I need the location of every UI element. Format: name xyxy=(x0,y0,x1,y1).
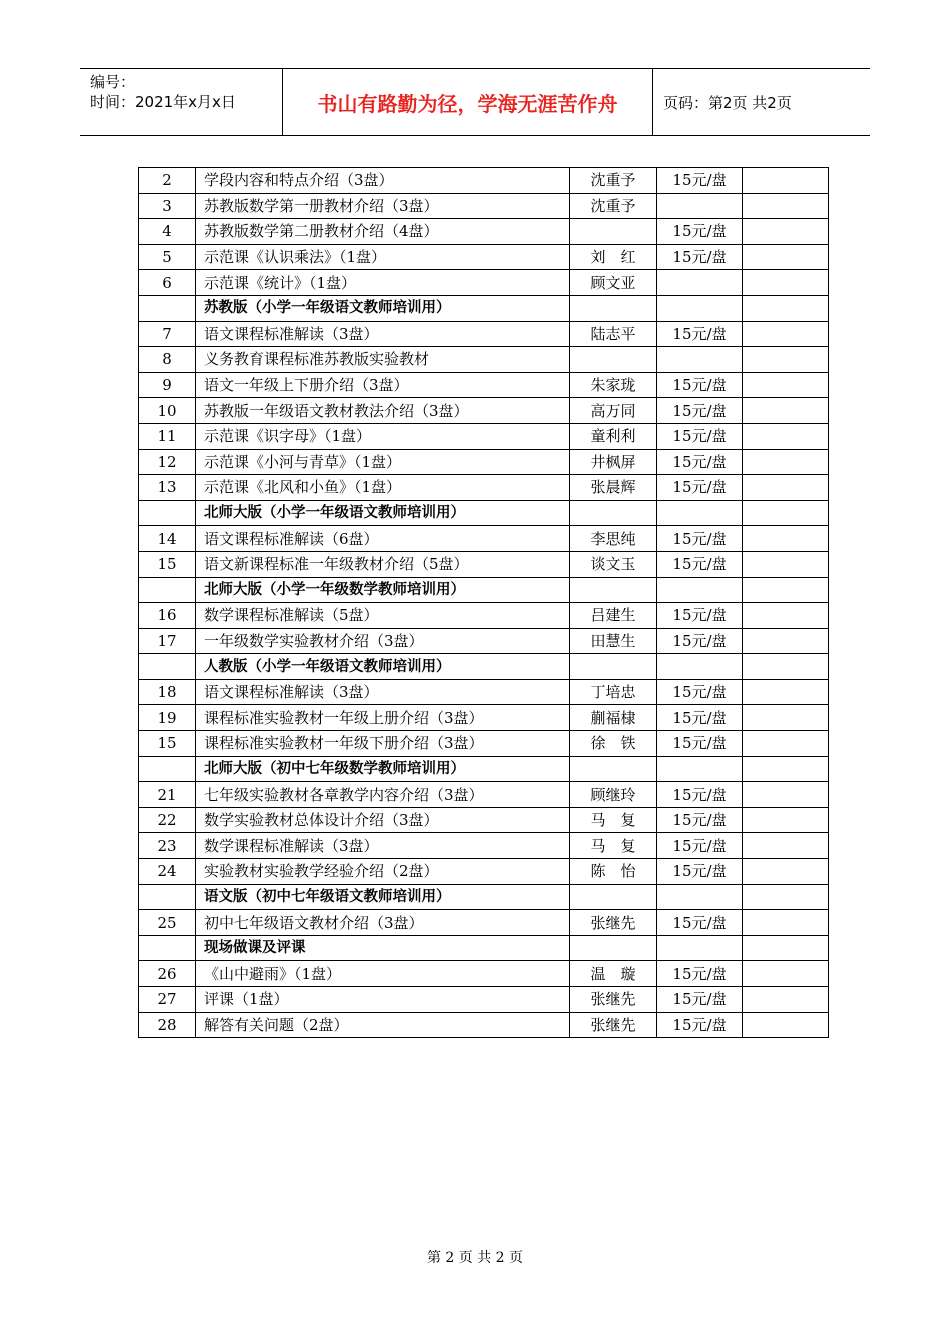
table-row xyxy=(139,475,829,501)
price-cell: 15元/盘 xyxy=(657,859,743,885)
course-title-cell: 示范课《北风和小鱼》（1盘） xyxy=(196,475,570,501)
author-cell: 田慧生 xyxy=(570,628,657,654)
row-number-cell: 2 xyxy=(139,168,196,194)
price-cell: 15元/盘 xyxy=(657,219,743,245)
remark-cell xyxy=(743,295,829,321)
table-row xyxy=(139,807,829,833)
price-cell: 15元/盘 xyxy=(657,449,743,475)
remark-cell xyxy=(743,603,829,629)
table-row xyxy=(139,859,829,885)
row-number-cell: 5 xyxy=(139,244,196,270)
course-title-cell: 苏教版数学第二册教材介绍（4盘） xyxy=(196,219,570,245)
course-title-cell: 数学课程标准解读（5盘） xyxy=(196,603,570,629)
price-cell: 15元/盘 xyxy=(657,603,743,629)
course-title-cell: 初中七年级语文教材介绍（3盘） xyxy=(196,910,570,936)
course-title-cell: 示范课《认识乘法》（1盘） xyxy=(196,244,570,270)
course-title-cell: 语文新课程标准一年级教材介绍（5盘） xyxy=(196,551,570,577)
table-row xyxy=(139,193,829,219)
course-title-cell: 数学课程标准解读（3盘） xyxy=(196,833,570,859)
section-title-cell: 北师大版（小学一年级数学教师培训用） xyxy=(196,577,570,603)
course-title-cell: 语文课程标准解读（6盘） xyxy=(196,526,570,552)
remark-cell xyxy=(743,1012,829,1038)
author-cell: 顾文亚 xyxy=(570,270,657,296)
course-table xyxy=(138,167,829,1038)
table-row xyxy=(139,372,829,398)
author-cell xyxy=(570,577,657,603)
author-cell: 李思纯 xyxy=(570,526,657,552)
price-cell xyxy=(657,347,743,373)
remark-cell xyxy=(743,551,829,577)
row-number-cell: 12 xyxy=(139,449,196,475)
row-number-cell: 10 xyxy=(139,398,196,424)
row-number-cell: 9 xyxy=(139,372,196,398)
table-row xyxy=(139,1012,829,1038)
row-number-cell: 23 xyxy=(139,833,196,859)
remark-cell xyxy=(743,910,829,936)
row-number-cell: 14 xyxy=(139,526,196,552)
table-row xyxy=(139,168,829,194)
author-cell xyxy=(570,654,657,680)
table-row xyxy=(139,731,829,757)
course-title-cell: 实验教材实验教学经验介绍（2盘） xyxy=(196,859,570,885)
course-title-cell: 语文课程标准解读（3盘） xyxy=(196,321,570,347)
remark-cell xyxy=(743,449,829,475)
author-cell xyxy=(570,756,657,782)
price-cell xyxy=(657,654,743,680)
table-section-row xyxy=(139,500,829,526)
author-cell xyxy=(570,884,657,910)
remark-cell xyxy=(743,807,829,833)
remark-cell xyxy=(743,756,829,782)
author-cell: 顾继玲 xyxy=(570,782,657,808)
row-number-cell: 16 xyxy=(139,603,196,629)
author-cell: 井枫屏 xyxy=(570,449,657,475)
row-number-cell: 17 xyxy=(139,628,196,654)
author-cell: 沈重予 xyxy=(570,168,657,194)
author-cell xyxy=(570,935,657,961)
course-title-cell: 义务教育课程标准苏教版实验教材 xyxy=(196,347,570,373)
remark-cell xyxy=(743,270,829,296)
remark-cell xyxy=(743,321,829,347)
table-row xyxy=(139,679,829,705)
remark-cell xyxy=(743,782,829,808)
section-title-cell: 语文版（初中七年级语文教师培训用） xyxy=(196,884,570,910)
remark-cell xyxy=(743,193,829,219)
row-number-cell xyxy=(139,884,196,910)
header-page-info: 页码：第2页 共2页 xyxy=(663,93,792,112)
author-cell: 温 璇 xyxy=(570,961,657,987)
table-row xyxy=(139,961,829,987)
remark-cell xyxy=(743,347,829,373)
table-section-row xyxy=(139,295,829,321)
table-row xyxy=(139,551,829,577)
price-cell xyxy=(657,756,743,782)
document-time-label: 时间：2021年x月x日 xyxy=(90,93,236,111)
table-section-row xyxy=(139,756,829,782)
author-cell xyxy=(570,295,657,321)
author-cell: 刘 红 xyxy=(570,244,657,270)
row-number-cell xyxy=(139,756,196,782)
row-number-cell: 18 xyxy=(139,679,196,705)
course-title-cell: 学段内容和特点介绍（3盘） xyxy=(196,168,570,194)
price-cell: 15元/盘 xyxy=(657,628,743,654)
table-row xyxy=(139,219,829,245)
remark-cell xyxy=(743,884,829,910)
author-cell: 张晨辉 xyxy=(570,475,657,501)
remark-cell xyxy=(743,679,829,705)
row-number-cell xyxy=(139,500,196,526)
price-cell: 15元/盘 xyxy=(657,833,743,859)
page-header xyxy=(80,68,870,136)
price-cell: 15元/盘 xyxy=(657,782,743,808)
price-cell: 15元/盘 xyxy=(657,731,743,757)
remark-cell xyxy=(743,654,829,680)
page-footer: 第 2 页 共 2 页 xyxy=(426,1250,524,1266)
row-number-cell: 22 xyxy=(139,807,196,833)
remark-cell xyxy=(743,935,829,961)
course-title-cell: 课程标准实验教材一年级下册介绍（3盘） xyxy=(196,731,570,757)
row-number-cell xyxy=(139,654,196,680)
row-number-cell: 28 xyxy=(139,1012,196,1038)
remark-cell xyxy=(743,475,829,501)
course-title-cell: 数学实验教材总体设计介绍（3盘） xyxy=(196,807,570,833)
course-table-body xyxy=(139,168,829,1038)
table-row xyxy=(139,782,829,808)
row-number-cell: 4 xyxy=(139,219,196,245)
row-number-cell: 24 xyxy=(139,859,196,885)
section-title-cell: 现场做课及评课 xyxy=(196,935,570,961)
course-title-cell: 七年级实验教材各章教学内容介绍（3盘） xyxy=(196,782,570,808)
remark-cell xyxy=(743,500,829,526)
price-cell: 15元/盘 xyxy=(657,423,743,449)
remark-cell xyxy=(743,731,829,757)
price-cell xyxy=(657,500,743,526)
price-cell: 15元/盘 xyxy=(657,551,743,577)
row-number-cell: 21 xyxy=(139,782,196,808)
table-row xyxy=(139,347,829,373)
author-cell: 丁培忠 xyxy=(570,679,657,705)
author-cell xyxy=(570,500,657,526)
course-title-cell: 评课（1盘） xyxy=(196,987,570,1013)
course-title-cell: 《山中避雨》（1盘） xyxy=(196,961,570,987)
remark-cell xyxy=(743,244,829,270)
author-cell: 张继先 xyxy=(570,1012,657,1038)
row-number-cell: 8 xyxy=(139,347,196,373)
row-number-cell: 15 xyxy=(139,731,196,757)
table-row xyxy=(139,244,829,270)
author-cell: 陆志平 xyxy=(570,321,657,347)
course-title-cell: 示范课《识字母》（1盘） xyxy=(196,423,570,449)
remark-cell xyxy=(743,833,829,859)
remark-cell xyxy=(743,219,829,245)
author-cell: 朱家珑 xyxy=(570,372,657,398)
table-row xyxy=(139,628,829,654)
price-cell: 15元/盘 xyxy=(657,372,743,398)
section-title-cell: 苏教版（小学一年级语文教师培训用） xyxy=(196,295,570,321)
price-cell xyxy=(657,935,743,961)
remark-cell xyxy=(743,705,829,731)
remark-cell xyxy=(743,961,829,987)
row-number-cell: 13 xyxy=(139,475,196,501)
author-cell: 马 复 xyxy=(570,833,657,859)
course-title-cell: 语文一年级上下册介绍（3盘） xyxy=(196,372,570,398)
header-motto: 书山有路勤为径，学海无涯苦作舟 xyxy=(283,69,653,135)
price-cell: 15元/盘 xyxy=(657,1012,743,1038)
table-section-row xyxy=(139,884,829,910)
remark-cell xyxy=(743,423,829,449)
table-row xyxy=(139,423,829,449)
table-row xyxy=(139,833,829,859)
price-cell xyxy=(657,270,743,296)
price-cell: 15元/盘 xyxy=(657,705,743,731)
price-cell: 15元/盘 xyxy=(657,475,743,501)
author-cell: 童利利 xyxy=(570,423,657,449)
course-title-cell: 示范课《小河与青草》（1盘） xyxy=(196,449,570,475)
author-cell: 蒯福棣 xyxy=(570,705,657,731)
price-cell: 15元/盘 xyxy=(657,987,743,1013)
table-section-row xyxy=(139,654,829,680)
price-cell: 15元/盘 xyxy=(657,321,743,347)
table-row xyxy=(139,910,829,936)
course-title-cell: 苏教版数学第一册教材介绍（3盘） xyxy=(196,193,570,219)
row-number-cell: 7 xyxy=(139,321,196,347)
remark-cell xyxy=(743,526,829,552)
remark-cell xyxy=(743,987,829,1013)
section-title-cell: 人教版（小学一年级语文教师培训用） xyxy=(196,654,570,680)
remark-cell xyxy=(743,628,829,654)
author-cell: 徐 铁 xyxy=(570,731,657,757)
course-title-cell: 解答有关问题（2盘） xyxy=(196,1012,570,1038)
table-row xyxy=(139,987,829,1013)
course-title-cell: 课程标准实验教材一年级上册介绍（3盘） xyxy=(196,705,570,731)
price-cell xyxy=(657,884,743,910)
table-row xyxy=(139,449,829,475)
remark-cell xyxy=(743,577,829,603)
section-title-cell: 北师大版（初中七年级数学教师培训用） xyxy=(196,756,570,782)
course-title-cell: 示范课《统计》（1盘） xyxy=(196,270,570,296)
row-number-cell: 26 xyxy=(139,961,196,987)
row-number-cell: 11 xyxy=(139,423,196,449)
remark-cell xyxy=(743,859,829,885)
section-title-cell: 北师大版（小学一年级语文教师培训用） xyxy=(196,500,570,526)
remark-cell xyxy=(743,372,829,398)
remark-cell xyxy=(743,398,829,424)
author-cell: 张继先 xyxy=(570,987,657,1013)
header-meta xyxy=(80,69,283,135)
table-section-row xyxy=(139,935,829,961)
author-cell: 马 复 xyxy=(570,807,657,833)
author-cell: 高万同 xyxy=(570,398,657,424)
document-number-label: 编号： xyxy=(90,73,136,91)
author-cell xyxy=(570,219,657,245)
course-title-cell: 苏教版一年级语文教材教法介绍（3盘） xyxy=(196,398,570,424)
price-cell: 15元/盘 xyxy=(657,807,743,833)
table-row xyxy=(139,603,829,629)
course-title-cell: 一年级数学实验教材介绍（3盘） xyxy=(196,628,570,654)
table-row xyxy=(139,270,829,296)
price-cell: 15元/盘 xyxy=(657,526,743,552)
row-number-cell: 6 xyxy=(139,270,196,296)
row-number-cell: 3 xyxy=(139,193,196,219)
row-number-cell xyxy=(139,577,196,603)
row-number-cell: 25 xyxy=(139,910,196,936)
table-row xyxy=(139,705,829,731)
table-section-row xyxy=(139,577,829,603)
price-cell: 15元/盘 xyxy=(657,910,743,936)
price-cell xyxy=(657,577,743,603)
price-cell: 15元/盘 xyxy=(657,168,743,194)
row-number-cell: 27 xyxy=(139,987,196,1013)
table-row xyxy=(139,321,829,347)
price-cell xyxy=(657,295,743,321)
row-number-cell: 19 xyxy=(139,705,196,731)
price-cell: 15元/盘 xyxy=(657,398,743,424)
author-cell: 沈重予 xyxy=(570,193,657,219)
price-cell: 15元/盘 xyxy=(657,679,743,705)
author-cell: 陈 怡 xyxy=(570,859,657,885)
author-cell: 张继先 xyxy=(570,910,657,936)
author-cell xyxy=(570,347,657,373)
price-cell: 15元/盘 xyxy=(657,244,743,270)
row-number-cell xyxy=(139,935,196,961)
price-cell: 15元/盘 xyxy=(657,961,743,987)
price-cell xyxy=(657,193,743,219)
course-title-cell: 语文课程标准解读（3盘） xyxy=(196,679,570,705)
table-row xyxy=(139,398,829,424)
table-row xyxy=(139,526,829,552)
row-number-cell xyxy=(139,295,196,321)
row-number-cell: 15 xyxy=(139,551,196,577)
author-cell: 谈文玉 xyxy=(570,551,657,577)
remark-cell xyxy=(743,168,829,194)
author-cell: 吕建生 xyxy=(570,603,657,629)
